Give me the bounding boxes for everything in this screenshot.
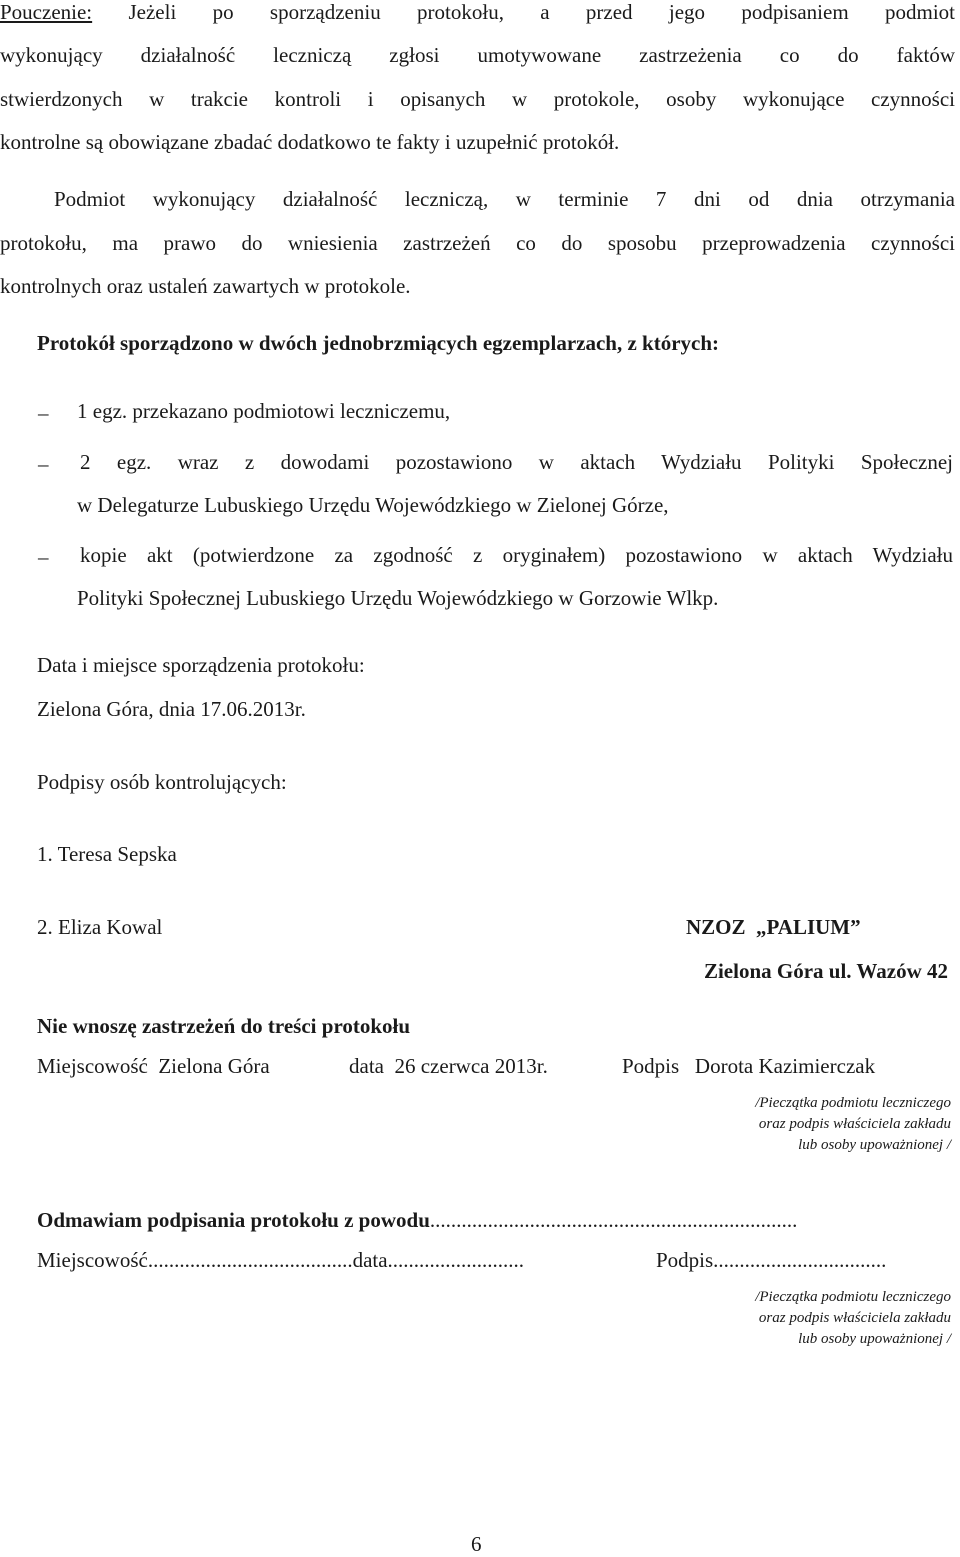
copies-heading: Protokół sporządzono w dwóch jednobrzmiących egzemplarzach, z których: [37,331,720,355]
instruction-line-1-text: Jeżeli po sporządzeniu protokołu, a przed jego podpisaniem podmiot [128,0,955,24]
acceptance-stamp-note-2: oraz podpis właściciela zakładu [758,1116,951,1132]
acceptance-place: Miejscowość Zielona Góra [37,1054,270,1078]
instruction-line-4: kontrolne są obowiązane zbadać dodatkowo te fakty i uzupełnić protokół. [0,130,620,154]
date-place-value: Zielona Góra, dnia 17.06.2013r. [37,697,306,721]
acceptance-stamp-note-3: lub osoby upoważnionej / [798,1137,951,1153]
list-dash: – [38,401,49,425]
acceptance-signature: Podpis Dorota Kazimierczak [622,1054,876,1078]
refusal-stamp-note-2: oraz podpis właściciela zakładu [758,1310,951,1326]
facility-name: NZOZ „PALIUM” [686,915,861,939]
refusal-heading [37,1208,797,1233]
instruction-line-3: stwierdzonych w trakcie kontroli i opisanych w protokole, osoby wykonujące czynności [0,87,955,111]
inspector-2: 2. Eliza Kowal [37,915,163,939]
copies-item-2-line-2: w Delegaturze Lubuskiego Urzędu Wojewódzkiego w Zielonej Górze, [77,493,669,517]
inspectors-label: Podpisy osób kontrolujących: [37,770,287,794]
refusal-heading-text: Odmawiam podpisania protokołu z powodu [37,1208,430,1232]
acceptance-stamp-note-1: /Pieczątka podmiotu leczniczego [755,1095,951,1111]
copies-item-2-line-1: 2 egz. wraz z dowodami pozostawiono w aktach Wydziału Polityki Społecznej [80,450,953,474]
refusal-reason-dots: ...................................................................... [429,1208,798,1232]
instruction-line-1 [0,0,955,25]
copies-item-3-line-1: kopie akt (potwierdzone za zgodność z oryginałem) pozostawiono w aktach Wydziału [80,543,953,567]
copies-item-3-line-2: Polityki Społecznej Lubuskiego Urzędu Wojewódzkiego w Gorzowie Wlkp. [77,586,719,610]
acceptance-heading: Nie wnoszę zastrzeżeń do treści protokołu [37,1014,411,1038]
acceptance-date: data 26 czerwca 2013r. [349,1054,548,1078]
rights-line-1: Podmiot wykonujący działalność leczniczą, w terminie 7 dni od dnia otrzymania [54,187,955,211]
instruction-line-2: wykonujący działalność leczniczą zgłosi umotywowane zastrzeżenia co do faktów [0,43,955,67]
list-dash: – [38,545,49,569]
page-number: 6 [471,1532,482,1556]
date-place-label: Data i miejsce sporządzenia protokołu: [37,653,365,677]
instruction-label: Pouczenie: [0,0,93,24]
copies-item-1: 1 egz. przekazano podmiotowi leczniczemu, [77,399,451,423]
rights-line-2: protokołu, ma prawo do wniesienia zastrzeżeń co do sposobu przeprowadzenia czynności [0,231,955,255]
refusal-place-date: Miejscowość.......................................data.......................... [37,1248,525,1272]
refusal-stamp-note-1: /Pieczątka podmiotu leczniczego [755,1289,951,1305]
rights-line-3: kontrolnych oraz ustaleń zawartych w protokole. [0,274,411,298]
facility-address: Zielona Góra ul. Wazów 42 [703,959,948,983]
inspector-1: 1. Teresa Sepska [37,842,177,866]
list-dash: – [38,452,49,476]
refusal-stamp-note-3: lub osoby upoważnionej / [798,1331,951,1347]
refusal-signature: Podpis................................. [656,1248,887,1272]
